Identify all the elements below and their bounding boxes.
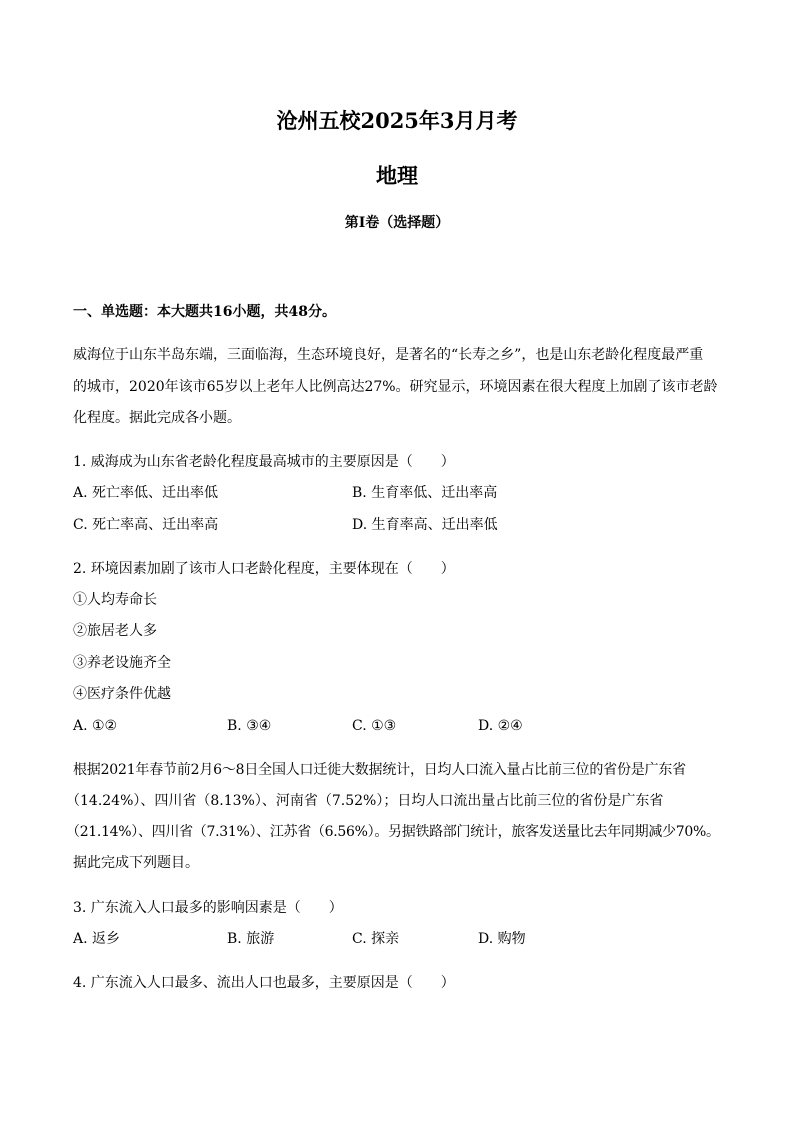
q2-stem: 2. 环境因素加剧了该市人口老龄化程度，主要体现在（ ）	[73, 561, 455, 577]
passage2-line: （14.24%）、四川省（8.13%）、河南省（7.52%）；日均人口流出量占比前三位的省份是广东省	[66, 793, 664, 809]
q2-item: ①人均寿命长	[73, 592, 157, 608]
q3-option-a: A. 返乡	[73, 931, 121, 947]
q2-option-d: D. ②④	[478, 718, 523, 734]
q2-option-b: B. ③④	[227, 718, 272, 734]
q1-option-b: B. 生育率低、迁出率高	[352, 485, 498, 501]
q2-option-c: C. ①③	[352, 718, 397, 734]
q2-item: ②旅居老人多	[73, 623, 157, 639]
q1-option-c: C. 死亡率高、迁出率高	[73, 517, 219, 533]
exam-title: 沧州五校2025年3月月考	[276, 108, 518, 133]
q3-stem: 3. 广东流入人口最多的影响因素是（ ）	[73, 900, 343, 916]
passage1-line: 化程度。据此完成各小题。	[73, 410, 241, 426]
passage2-line: 根据2021年春节前2月6～8日全国人口迁徙大数据统计，日均人口流入量占比前三位的省份是广东省	[73, 762, 686, 778]
volume-title: 第I卷（选择题）	[344, 215, 450, 231]
q2-item: ④医疗条件优越	[73, 686, 171, 702]
q3-option-b: B. 旅游	[227, 931, 275, 947]
q3-option-c: C. 探亲	[352, 931, 400, 947]
passage1-line: 的城市，2020年该市65岁以上老年人比例高达27%。研究显示，环境因素在很大程度上加剧了该市老龄	[73, 379, 718, 395]
q4-stem: 4. 广东流入人口最多、流出人口也最多，主要原因是（ ）	[73, 975, 455, 991]
passage1-line: 威海位于山东半岛东端，三面临海，生态环境良好，是著名的“长寿之乡”，也是山东老龄化程度最严重	[73, 347, 704, 363]
q1-option-a: A. 死亡率低、迁出率低	[73, 485, 219, 501]
q2-item: ③养老设施齐全	[73, 655, 171, 671]
q3-option-d: D. 购物	[478, 931, 526, 947]
q1-option-d: D. 生育率高、迁出率低	[352, 517, 498, 533]
section-heading: 一、单选题：本大题共16小题，共48分。	[73, 304, 336, 320]
passage2-line: 据此完成下列题目。	[73, 855, 199, 871]
subject-title: 地理	[376, 163, 418, 188]
q1-stem: 1. 威海成为山东省老龄化程度最高城市的主要原因是（ ）	[73, 454, 455, 470]
passage2-line: （21.14%）、四川省（7.31%）、江苏省（6.56%）。另据铁路部门统计，旅客发送量比去年同期减少70%。	[66, 824, 720, 840]
q2-option-a: A. ①②	[73, 718, 118, 734]
